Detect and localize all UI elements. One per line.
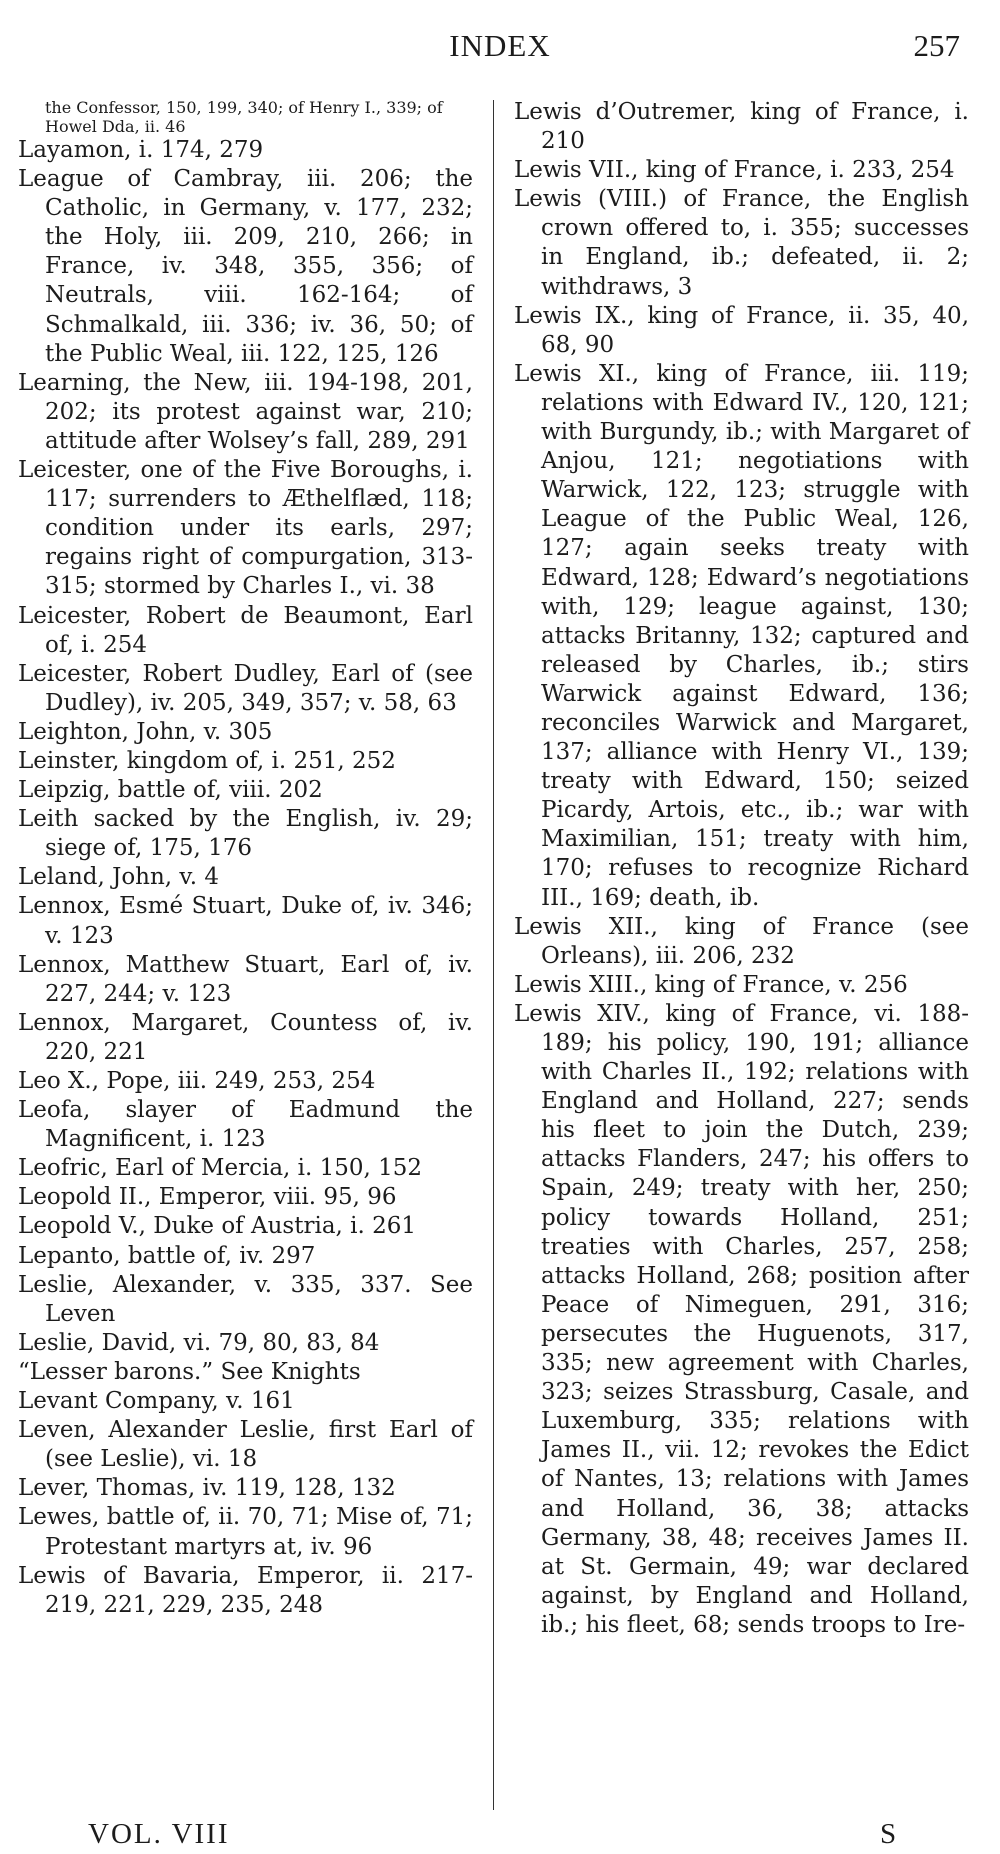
right-column — [514, 98, 969, 1640]
index-entry: Learning, the New, iii. 194-198, 201, 202; its protest against war, 210; attitude after Wolsey’s fall, 289, 291 — [18, 369, 473, 454]
index-entry: Leofa, slayer of Eadmund the Magnificent, i. 123 — [18, 1097, 473, 1153]
index-entry: Leo X., Pope, iii. 249, 253, 254 — [18, 1068, 376, 1094]
page-number: 257 — [913, 28, 960, 63]
index-entry: Leofric, Earl of Mercia, i. 150, 152 — [18, 1155, 423, 1182]
running-title: INDEX — [449, 28, 551, 63]
index-entry: Lennox, Esmé Stuart, Duke of, iv. 346; v. 123 — [18, 893, 473, 949]
index-entry: Lewis XIII., king of France, v. 256 — [514, 971, 908, 998]
index-entry: Levant Company, v. 161 — [18, 1388, 295, 1415]
index-entry: Lewis (VIII.) of France, the English crown offered to, i. 355; successes in England, ib.; defeated, ii. 2; withdraws, 3 — [514, 186, 969, 300]
index-entry: Lewis XI., king of France, iii. 119; relations with Edward IV., 120, 121; with Burgundy, ib.; with Margaret of Anjou, 121; negotiations with Warwick, 122, 123; struggle with League of the Public Weal, 126, 127; again seeks treaty with Edward, 128; Edward’s negotiations with, 129; league against, 130; attacks Britanny, 132; captured and released by Charles, ib.; stirs Warwick against Edward, 136; reconciles Warwick and Margaret, 137; alliance with Henry VI., 139; treaty with Edward, 150; seized Picardy, Artois, etc., ib.; war with Maximilian, 151; treaty with him, 170; refuses to recognize Richard III., 169; death, ib. — [514, 360, 969, 911]
index-entry: Leicester, Robert de Beaumont, Earl of, i. 254 — [18, 602, 473, 658]
index-entry: Lewis VII., king of France, i. 233, 254 — [514, 157, 955, 184]
page-header — [0, 22, 1000, 72]
index-entry: Leinster, kingdom of, i. 251, 252 — [18, 747, 396, 774]
index-entry: Lewis IX., king of France, ii. 35, 40, 68, 90 — [514, 302, 969, 358]
index-entry: Layamon, i. 174, 279 — [18, 137, 264, 163]
index-entry: Lennox, Matthew Stuart, Earl of, iv. 227, 244; v. 123 — [18, 951, 473, 1007]
index-entry: Lewis d’Outremer, king of France, i. 210 — [514, 99, 969, 155]
left-column — [18, 98, 473, 1620]
index-entry: Leslie, Alexander, v. 335, 337. See Leven — [18, 1271, 473, 1327]
index-entry: League of Cambray, iii. 206; the Catholic, in Germany, v. 177, 232; the Holy, iii. 209, 210, 266; in France, iv. 348, 355, 356; of Neutrals, viii. 162-164; of Schmalkald, iii. 336; iv. 36, 50; of the Public Weal, iii. 122, 125, 126 — [18, 166, 473, 367]
index-entry: Lewis XII., king of France (see Orleans), iii. 206, 232 — [514, 913, 969, 969]
index-entry: Lepanto, battle of, iv. 297 — [18, 1242, 316, 1269]
index-entry: Leighton, John, v. 305 — [18, 718, 273, 745]
index-entry: Leslie, David, vi. 79, 80, 83, 84 — [18, 1329, 380, 1356]
index-entry: Leopold II., Emperor, viii. 95, 96 — [18, 1184, 397, 1211]
index-entry: Lewes, battle of, ii. 70, 71; Mise of, 71; Protestant martyrs at, iv. 96 — [18, 1504, 473, 1560]
index-entry: Leith sacked by the English, iv. 29; siege of, 175, 176 — [18, 806, 473, 862]
index-entry: Lewis XIV., king of France, vi. 188-189; his policy, 190, 191; alliance with Charles II., 192; relations with England and Holland, 227; sends his fleet to join the Dutch, 239; attacks Flanders, 247; his offers to Spain, 249; treaty with her, 250; policy towards Holland, 251; treaties with Charles, 257, 258; attacks Holland, 268; position after Peace of Nimeguen, 291, 316; persecutes the Huguenots, 317, 335; new agreement with Charles, 323; seizes Strassburg, Casale, and Luxemburg, 335; relations with James II., vii. 12; revokes the Edict of Nantes, 13; relations with James and Holland, 36, 38; attacks Germany, 38, 48; receives James II. at St. Germain, 49; war declared against, by England and Holland, ib.; his fleet, 68; sends troops to Ire- — [514, 1000, 969, 1638]
column-divider — [493, 100, 494, 1810]
index-entry: Leland, John, v. 4 — [18, 864, 219, 891]
volume-label: VOL. VIII — [88, 1818, 230, 1850]
index-entry: Leipzig, battle of, viii. 202 — [18, 777, 323, 804]
page-footer — [0, 1818, 1000, 1854]
index-entry: Leicester, Robert Dudley, Earl of (see Dudley), iv. 205, 349, 357; v. 58, 63 — [18, 660, 473, 716]
index-entry: Lever, Thomas, iv. 119, 128, 132 — [18, 1475, 396, 1502]
index-entry: Lewis of Bavaria, Emperor, ii. 217-219, 221, 229, 235, 248 — [18, 1562, 473, 1618]
index-entry: the Confessor, 150, 199, 340; of Henry I., 339; of Howel Dda, ii. 46 — [45, 98, 443, 136]
index-entry: Leven, Alexander Leslie, first Earl of (see Leslie), vi. 18 — [18, 1417, 473, 1473]
signature-mark: S — [880, 1818, 897, 1850]
index-entry: Lennox, Margaret, Countess of, iv. 220, 221 — [18, 1009, 473, 1065]
index-entry: “Lesser barons.” See Knights — [18, 1358, 361, 1385]
index-entry: Leicester, one of the Five Boroughs, i. 117; surrenders to Æthelflæd, 118; condition under its earls, 297; regains right of compurgation, 313-315; stormed by Charles I., vi. 38 — [18, 457, 473, 600]
index-entry: Leopold V., Duke of Austria, i. 261 — [18, 1213, 417, 1240]
